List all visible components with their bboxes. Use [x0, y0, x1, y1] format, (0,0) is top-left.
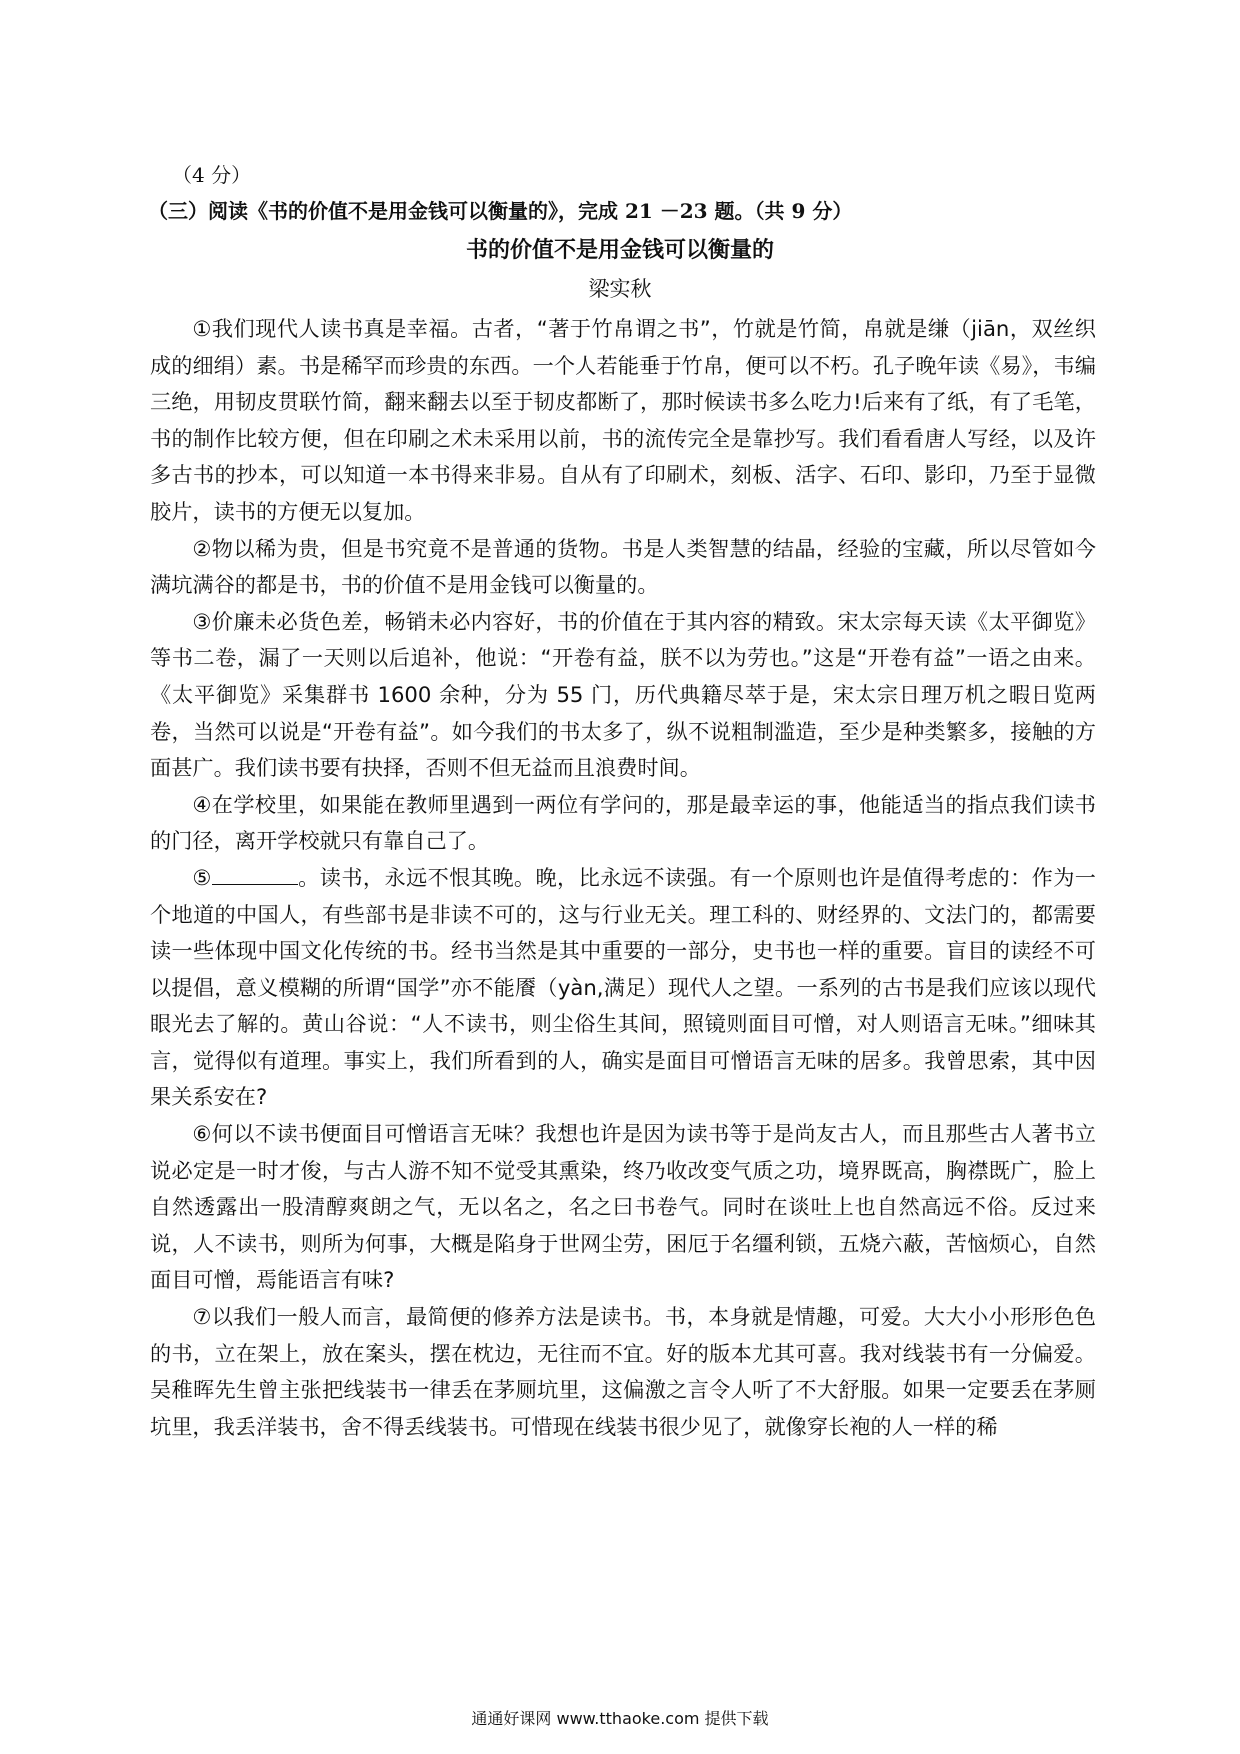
paragraph-5-text: 。读书，永远不恨其晚。晚，比永远不读强。有一个原则也许是值得考虑的：作为一个地道的中国人，有些部书是非读不可的，这与行业无关。理工科的、财经界的、文法门的，都需要读一些体现中国文化传统的书。经书当然是其中重要的一部分，史书也一样的重要。盲目的读经不可以提倡，意义模糊的所谓“国学”亦不能餍（yàn,满足）现代人之望。一系列的古书是我们应该以现代眼光去了解的。黄山谷说：“人不读书，则尘俗生其间，照镜则面目可憎，对人则语言无味。”细味其言，觉得似有道理。事实上，我们所看到的人，确实是面目可憎语言无味的居多。我曾思索，其中因果关系安在? — [150, 864, 1096, 1110]
paragraph-7: ⑦以我们一般人而言，最简便的修养方法是读书。书，本身就是情趣，可爱。大大小小形形色色的书，立在架上，放在案头，摆在枕边，无往而不宜。好的版本尤其可喜。我对线装书有一分偏爱。吴稚晖先生曾主张把线装书一律丢在茅厕坑里，这偏激之言令人听了不大舒服。如果一定要丢在茅厕坑里，我丢洋装书，舍不得丢线装书。可惜现在线装书很少见了，就像穿长袍的人一样的稀 — [150, 1304, 1096, 1439]
article-author: 梁实秋 — [588, 277, 652, 301]
answer-blank — [212, 883, 298, 885]
paragraph-5-number: ⑤ — [192, 864, 212, 890]
section-instruction: （三）阅读《书的价值不是用金钱可以衡量的》，完成 21 －23 题。（共 9 分） — [148, 199, 853, 223]
article-body — [150, 311, 1096, 1445]
footer-source: 通通好课网 www.tthaoke.com 提供下载 — [471, 1709, 769, 1728]
paragraph-6: ⑥何以不读书便面目可憎语言无味？我想也许是因为读书等于是尚友古人，而且那些古人著书立说必定是一时才俊，与古人游不知不觉受其熏染，终乃收改变气质之功，境界既高，胸襟既广，脸上自然透露出一股清醇爽朗之气，无以名之，名之曰书卷气。同时在谈吐上也自然高远不俗。反过来说，人不读书，则所为何事，大概是陷身于世网尘劳，困厄于名缰利锁，五烧六蔽，苦恼烦心，自然面目可憎，焉能语言有味? — [150, 1121, 1096, 1293]
article-title: 书的价值不是用金钱可以衡量的 — [465, 238, 774, 263]
paragraph-1: ①我们现代人读书真是幸福。古者，“著于竹帛谓之书”，竹就是竹简，帛就是缣（jiān，双丝织成的细绢）素。书是稀罕而珍贵的东西。一个人若能垂于竹帛，便可以不朽。孔子晚年读《易》，韦编三绝，用韧皮贯联竹简，翻来翻去以至于韧皮都断了，那时候读书多么吃力!后来有了纸，有了毛笔，书的制作比较方便，但在印刷之术未采用以前，书的流传完全是靠抄写。我们看看唐人写经，以及许多古书的抄本，可以知道一本书得来非易。自从有了印刷术，刻板、活字、石印、影印，乃至于显微胶片，读书的方便无以复加。 — [150, 316, 1096, 524]
score-note: （4 分） — [172, 163, 252, 187]
paragraph-2: ②物以稀为贵，但是书究竟不是普通的货物。书是人类智慧的结晶，经验的宝藏，所以尽管如今满坑满谷的都是书，书的价值不是用金钱可以衡量的。 — [150, 535, 1096, 598]
paragraph-3: ③价廉未必货色差，畅销未必内容好，书的价值在于其内容的精致。宋太宗每天读《太平御览》等书二卷，漏了一天则以后追补，他说：“开卷有益，朕不以为劳也。”这是“开卷有益”一语之由来。《太平御览》采集群书 1600 余种，分为 55 门，历代典籍尽萃于是，宋太宗日理万机之暇日览两卷，当然可以说是“开卷有益”。如今我们的书太多了，纵不说粗制滥造，至少是种类繁多，接触的方面甚广。我们读书要有抉择，否则不但无益而且浪费时间。 — [150, 608, 1096, 781]
paragraph-5 — [150, 860, 1096, 1116]
paragraph-4: ④在学校里，如果能在教师里遇到一两位有学问的，那是最幸运的事，他能适当的指点我们读书的门径，离开学校就只有靠自己了。 — [150, 791, 1096, 854]
